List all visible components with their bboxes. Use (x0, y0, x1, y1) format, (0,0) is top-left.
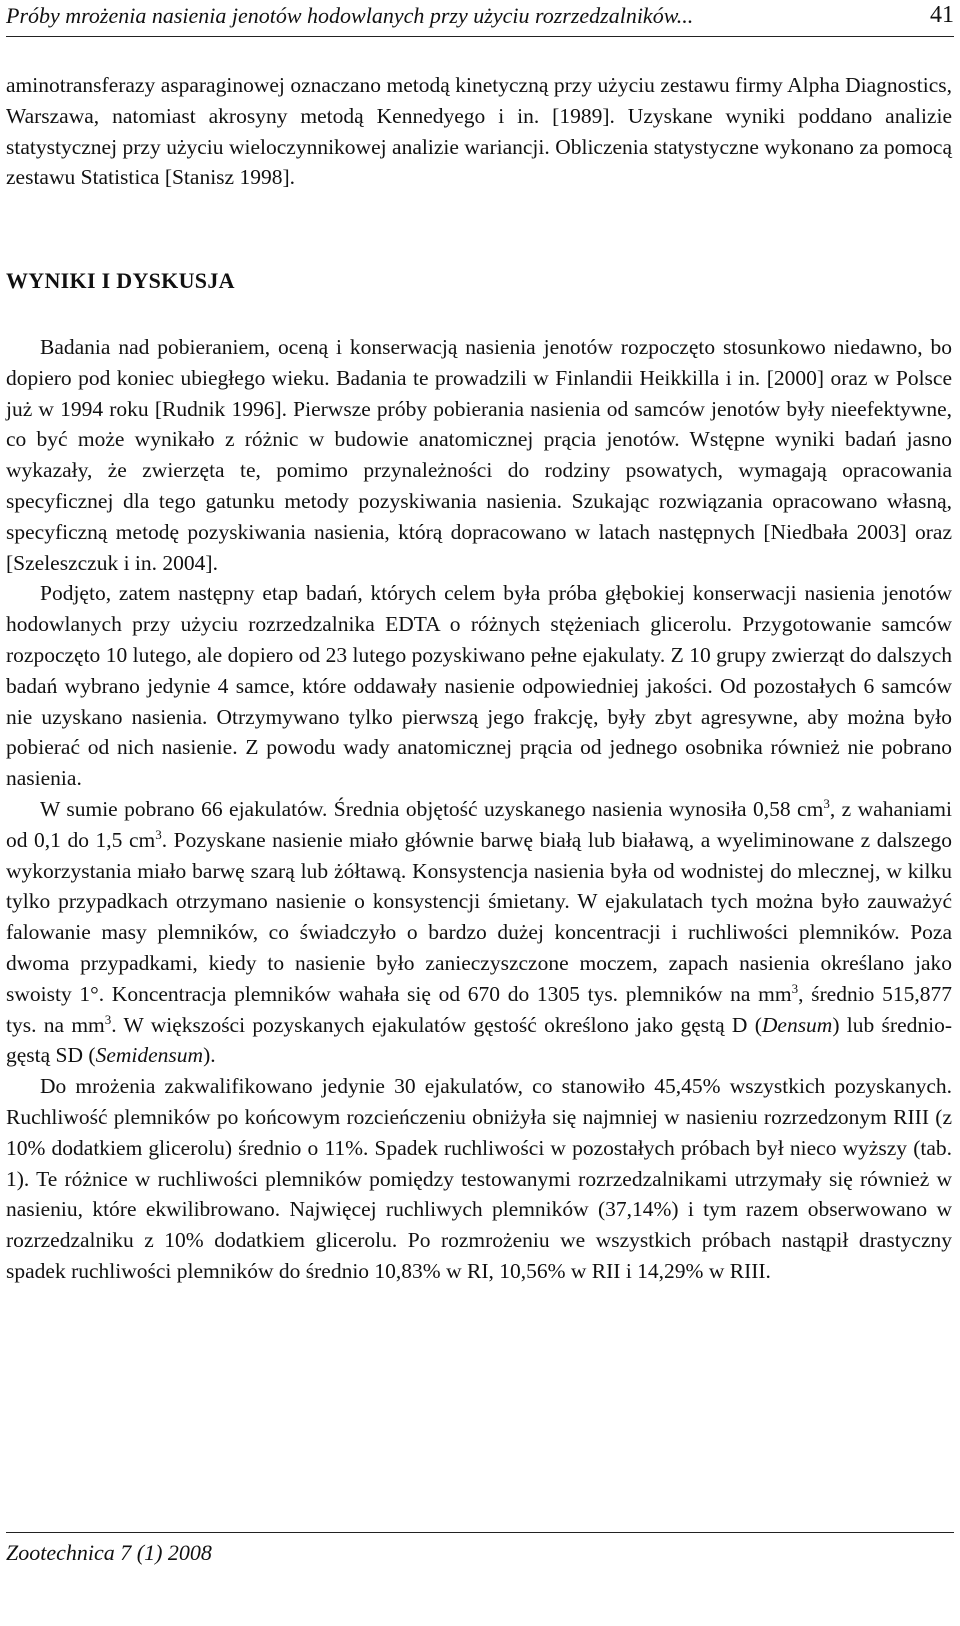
paragraph-3-text-b: , z wahaniami od 0,1 do 1,5 cm (6, 796, 952, 852)
intro-paragraph: aminotransferazy asparaginowej oznaczano metodą kinetyczną przy użyciu zestawu firmy Alpha Diagnostics, Warszawa, natomiast akrosyny metodą Kennedyego i in. [1989]. Uzyskane wyniki poddano analizie statystycznej przy użyciu wieloczynnikowej analizie wariancji. Obliczenia statystyczne wykonano za pomocą zestawu Statistica [Stanisz 1998]. (6, 73, 952, 190)
superscript-3: 3 (823, 795, 830, 811)
paragraph-3-text-e: . W większości pozyskanych ejakulatów gęstość określono jako gęstą D ( (111, 1012, 762, 1037)
intro-text-block (6, 70, 952, 193)
superscript-3: 3 (155, 826, 162, 842)
paragraph-3-text-c: . Pozyskane nasienie miało głównie barwę białą lub białawą, a wyeliminowane z dalszego wykorzystania miało barwę szarą lub żółtawą. Konsystencja nasienia była od wodnistej do mlecznej, w kilku tylko przypadkach otrzymano nasienie o konsystencji śmietany. W ejakulatach tych można było zauważyć falowanie masy plemników, co świadczyło o bardzo dużej koncentracji i ruchliwości plemników. Poza dwoma przypadkami, kiedy to nasienie było zanieczyszczone moczem, zapach nasienia określano jako swoisty 1°. Koncentracja plemników wahała się od 670 do 1305 tys. plemników na mm (6, 827, 952, 1006)
paragraph-3 (6, 794, 952, 1071)
running-title: Próby mrożenia nasienia jenotów hodowlanych przy użyciu rozrzedzalników... (6, 3, 694, 28)
paragraph-3-text-a: W sumie pobrano 66 ejakulatów. Średnia objętość uzyskanego nasienia wynosiła 0,58 cm (40, 796, 824, 821)
superscript-3: 3 (104, 1011, 112, 1027)
paragraph-1: Badania nad pobieraniem, oceną i konserwacją nasienia jenotów rozpoczęto stosunkowo niedawno, bo dopiero pod koniec ubiegłego wieku. Badania te prowadzili w Finlandii Heikkilla i in. [2000] oraz w Polsce już w 1994 roku [Rudnik 1996]. Pierwsze próby pobierania nasienia od samców jenotów były nieefektywne, co być może wynikało z różnic w budowie anatomicznej prącia jenotów. Wstępne wyniki badań jasno wykazały, że zwierzęta te, pomimo przynależności do rodziny psowatych, wymagają opracowania specyficznej dla tego gatunku metody pozyskiwania nasienia. Szukając rozwiązania opracowano własną, specyficzną metodę pozyskiwania nasienia, którą dopracowano w latach następnych [Niedbała 2003] oraz [Szeleszczuk i in. 2004]. (6, 335, 952, 575)
superscript-3: 3 (791, 980, 799, 996)
results-text-block (6, 332, 952, 1287)
paragraph-4: Do mrożenia zakwalifikowano jedynie 30 ejakulatów, co stanowiło 45,45% wszystkich pozyskanych. Ruchliwość plemników po końcowym rozcieńczeniu obniżyła się najmniej w nasieniu rozrzedzonym RIII (z 10% dodatkiem glicerolu) średnio o 11%. Spadek ruchliwości w pozostałych próbach był nieco wyższy (tab. 1). Te różnice w ruchliwości plemników pomiędzy testowanymi rozrzedzalnikami utrzymały się również w nasieniu, które ekwilibrowano. Najwięcej ruchliwych plemników (37,14%) i tym razem obserwowano w rozrzedzalniku z 10% dodatkiem glicerolu. Po rozmrożeniu we wszystkich próbach nastąpił drastyczny spadek ruchliwości plemników do średnio 10,83% w RI, 10,56% w RII i 14,29% w RIII. (6, 1074, 952, 1283)
paragraph-3-text-d: , średnio 515,877 tys. na mm (6, 981, 952, 1037)
term-densum: Densum (761, 1012, 833, 1037)
paragraph-3-text-g: ). (203, 1043, 216, 1068)
paragraph-3-text-f: ) lub średnio-gęstą SD ( (6, 1012, 952, 1068)
term-semidensum: Semidensum (95, 1043, 204, 1068)
section-heading: WYNIKI I DYSKUSJA (6, 268, 235, 293)
footer-journal: Zootechnica 7 (1) 2008 (6, 1540, 212, 1565)
paragraph-2: Podjęto, zatem następny etap badań, których celem była próba głębokiej konserwacji nasienia jenotów hodowlanych przy użyciu rozrzedzalnika EDTA o różnych stężeniach glicerolu. Przygotowanie samców rozpoczęto 10 lutego, ale dopiero od 23 lutego pozyskiwano pełne ejakulaty. Z 10 grupy zwierząt do dalszych badań wybrano jedynie 4 samce, które oddawały nasienie odpowiedniej jakości. Od pozostałych 6 samców nie uzyskano nasienia. Otrzymywano tylko pierwszą jego frakcję, były zbyt agresywne, aby można było pobierać od nich nasienie. Z powodu wady anatomicznej prącia od jednego osobnika również nie pobrano nasienia. (6, 581, 952, 791)
footer-divider (6, 1532, 954, 1533)
page-number: 41 (930, 2, 954, 28)
page-header (6, 0, 954, 37)
